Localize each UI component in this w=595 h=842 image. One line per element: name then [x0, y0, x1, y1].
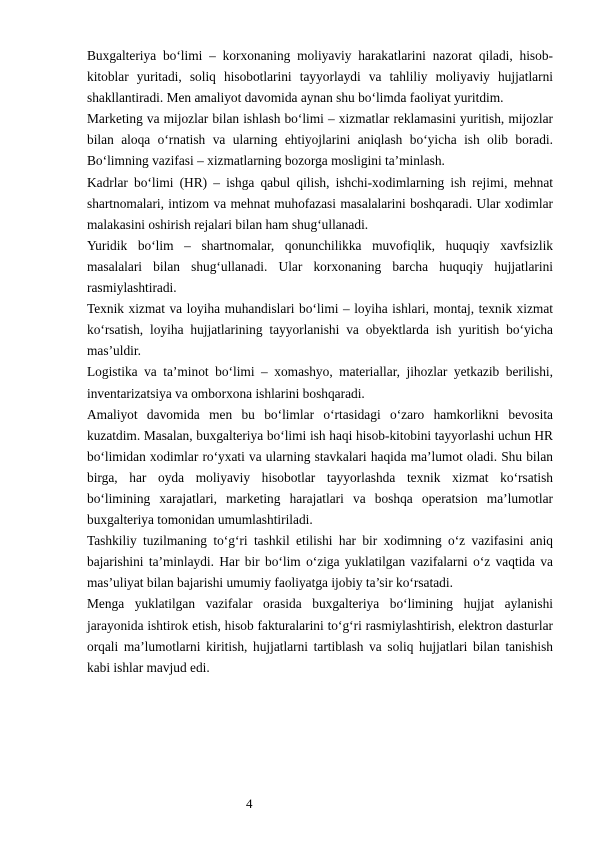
paragraph-organizational-structure: Tashkiliy tuzilmaning to‘g‘ri tashkil etilishi har bir xodimning o‘z vazifasini aniq bajarishini ta’minlaydi. Har bir bo‘lim o‘ziga yuklatilgan vazifalarni o‘z vaqtida va mas’uliyat bilan bajarishi umumiy faoliyatga ijobiy ta’sir ko‘rsatadi. — [87, 533, 553, 591]
paragraph-marketing-department: Marketing va mijozlar bilan ishlash bo‘limi – xizmatlar reklamasini yuritish, mijozlar bilan aloqa o‘rnatish va ularning ehtiyojlarini aniqlash bo‘yicha ish olib boradi. Bo‘limning vazifasi – xizmatlarning bozorga mosligini ta’minlash. — [87, 111, 553, 169]
paragraph-assigned-tasks: Menga yuklatilgan vazifalar orasida buxgalteriya bo‘limining hujjat aylanishi jarayonida ishtirok etish, hisob fakturalarini to‘g‘ri rasmiylashtirish, elektron dasturlar orqali ma’lumotlarni kiritish, hujjatlarni tartiblash va soliq hujjatlari bilan tanishish kabi ishlar mavjud edi. — [87, 596, 553, 675]
paragraph-logistics-department: Logistika va ta’minot bo‘limi – xomashyo, materiallar, jihozlar yetkazib berilishi, inventarizatsiya va omborxona ishlarini boshqaradi. — [87, 364, 553, 401]
page-number: 4 — [246, 796, 253, 811]
paragraph-hr-department: Kadrlar bo‘limi (HR) – ishga qabul qilish, ishchi-xodimlarning ish rejimi, mehnat shartnomalari, intizom va mehnat muhofazasi masalalarini boshqaradi. Ular xodimlar malakasini oshirish rejalari bilan ham shug‘ullanadi. — [87, 174, 553, 232]
paragraph-accounting-department: Buxgalteriya bo‘limi – korxonaning moliyaviy harakatlarini nazorat qiladi, hisob-kitoblar yuritadi, soliq hisobotlarini tayyorlaydi va tahliliy moliyaviy hujjatlarni shakllantiradi. Men amaliyot davomida aynan shu bo‘limda faoliyat yuritdim. — [87, 48, 553, 106]
paragraph-department-cooperation: Amaliyot davomida men bu bo‘limlar o‘rtasidagi o‘zaro hamkorlikni bevosita kuzatdim. Masalan, buxgalteriya bo‘limi ish haqi hisob-kitobini tayyorlashi uchun HR bo‘limidan xodimlar ro‘yxati va ularning stavkalari haqida ma’lumot oladi. Shu bilan birga, har oyda moliyaviy hisobotlar tayyorlashda texnik xizmat ko‘rsatish bo‘limining xarajatlari, marketing harajatlari va boshqa operatsion ma’lumotlar buxgalteriya tomonidan umumlashtiriladi. — [87, 406, 553, 528]
body-text — [87, 45, 553, 678]
paragraph-legal-department: Yuridik bo‘lim – shartnomalar, qonunchilikka muvofiqlik, huquqiy xavfsizlik masalalari bilan shug‘ullanadi. Ular korxonaning barcha huquqiy hujjatlarini rasmiylashtiradi. — [87, 237, 553, 296]
paragraph-technical-department: Texnik xizmat va loyiha muhandislari bo‘limi – loyiha ishlari, montaj, texnik xizmat ko‘rsatish, loyiha hujjatlarining tayyorlanishi va obyektlarda ish yuritish bo‘yicha mas’uldir. — [87, 301, 553, 359]
